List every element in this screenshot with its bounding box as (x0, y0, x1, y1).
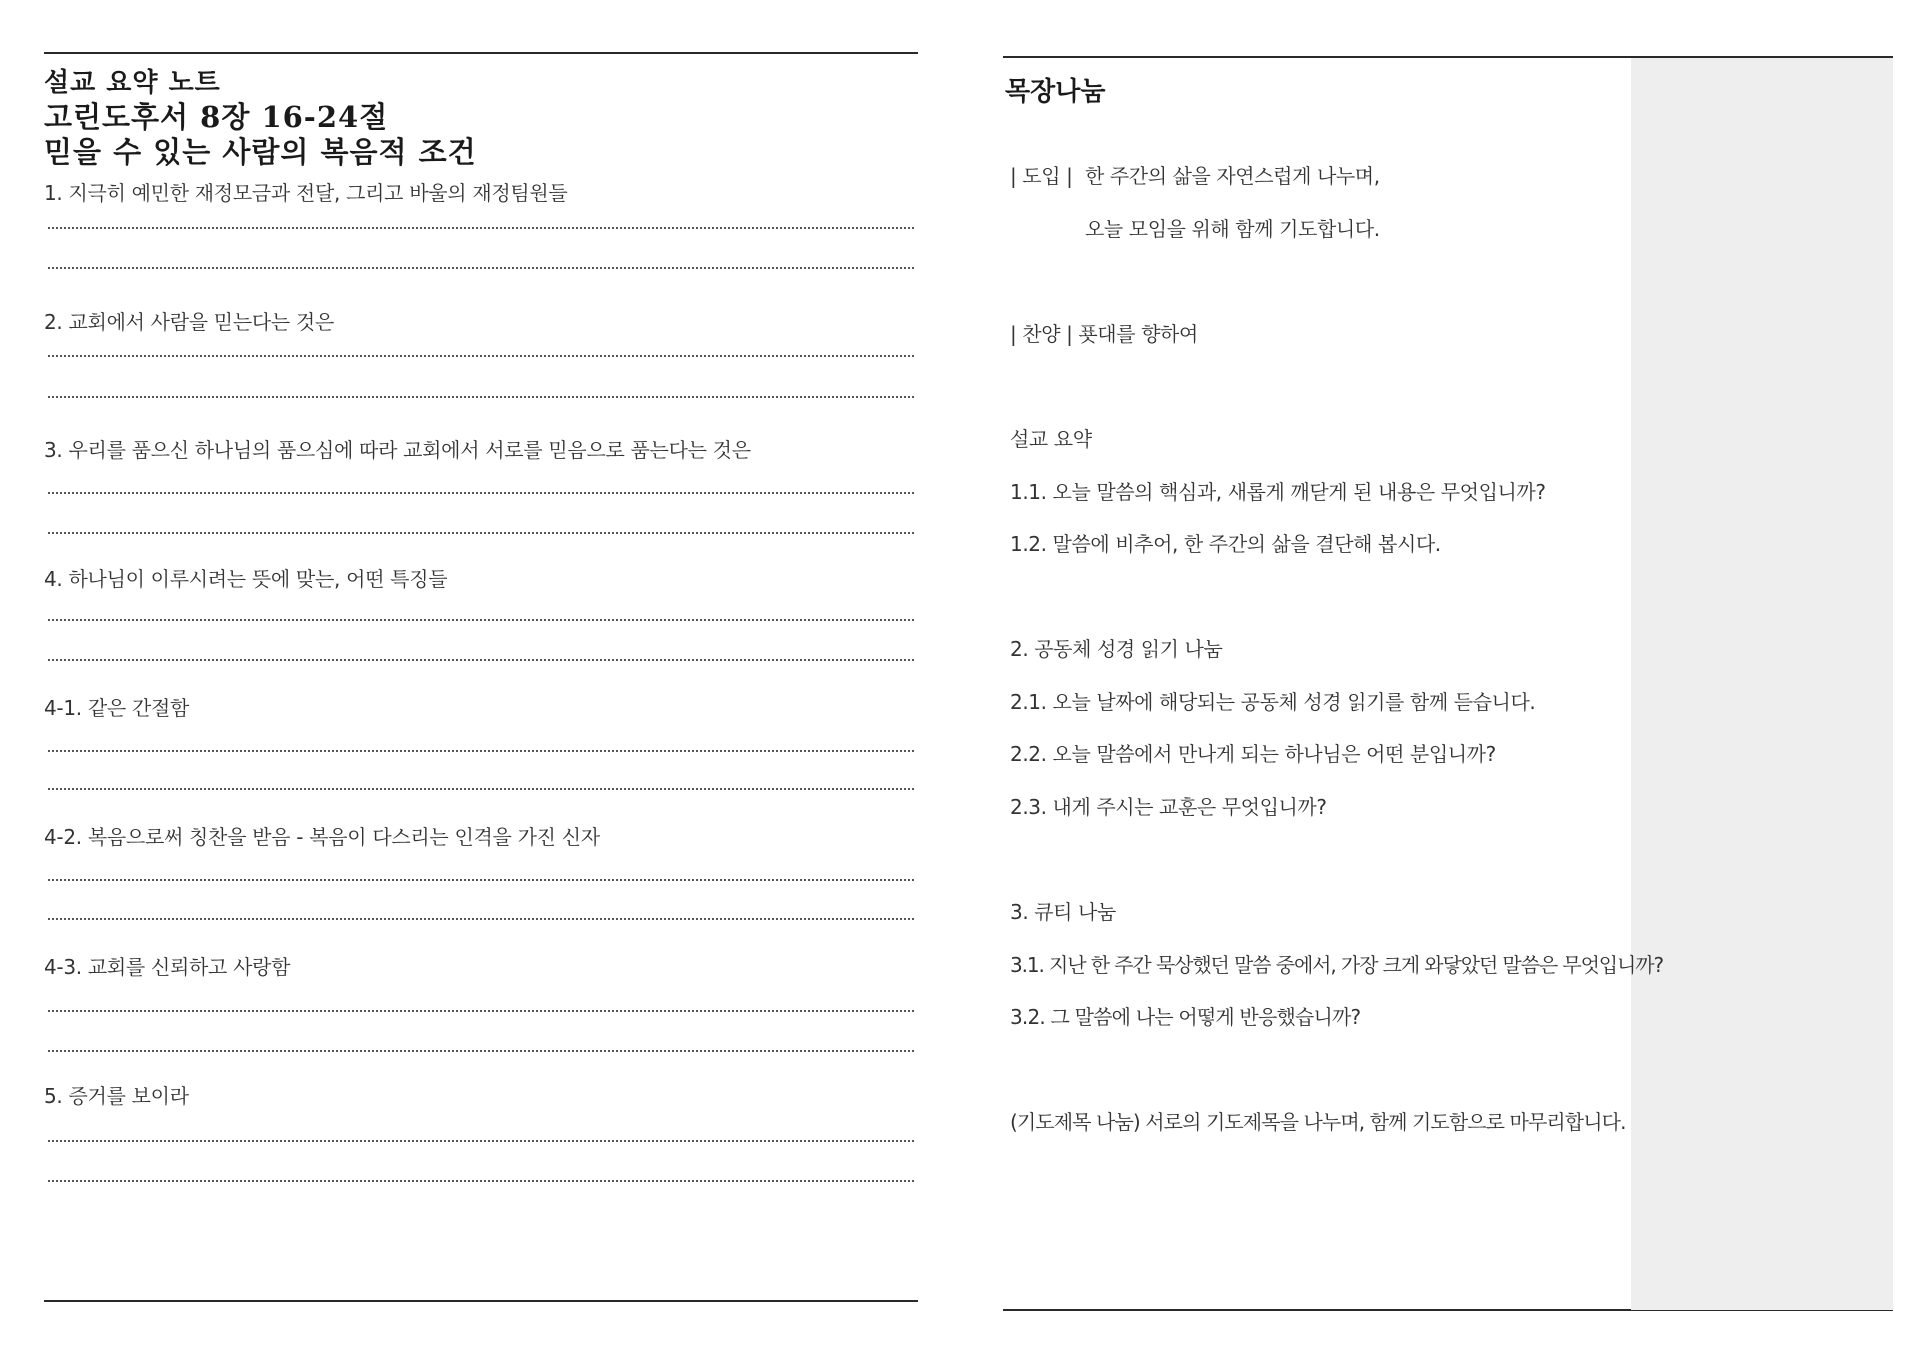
question-3-1: 3.1. 지난 한 주간 묵상했던 말씀 중에서, 가장 크게 와닿았던 말씀은 무엇입니까? (1010, 953, 1663, 977)
notes-section-title: 3. 우리를 품으신 하나님의 품으심에 따라 교회에서 서로를 믿음으로 품는다는 것은 (44, 438, 751, 462)
hymn-line: | 찬양 | 푯대를 향하여 (1010, 322, 1198, 346)
writing-line[interactable] (48, 532, 914, 534)
notes-section-4 (44, 565, 918, 593)
sermon-notes-page (44, 0, 918, 1362)
notes-section-5 (44, 1082, 918, 1110)
notes-section-2 (44, 308, 918, 336)
notes-section-title: 5. 증거를 보이라 (44, 1084, 189, 1108)
notes-section-title: 1. 지극히 예민한 재정모금과 전달, 그리고 바울의 재정팀원들 (44, 181, 568, 205)
bible-reading-heading: 2. 공동체 성경 읽기 나눔 (1010, 637, 1223, 661)
writing-line[interactable] (48, 659, 914, 661)
question-2-3: 2.3. 내게 주시는 교훈은 무엇입니까? (1010, 795, 1327, 819)
notes-section-4-3 (44, 953, 918, 981)
intro-label: | 도입 | (1010, 164, 1073, 188)
sermon-summary-heading: 설교 요약 (1010, 427, 1092, 451)
question-3-2: 3.2. 그 말씀에 나는 어떻게 반응했습니까? (1010, 1005, 1361, 1029)
notes-section-title: 4-3. 교회를 신뢰하고 사랑함 (44, 955, 291, 979)
notes-title: 설교 요약 노트 (44, 68, 221, 98)
writing-line[interactable] (48, 355, 914, 357)
question-1-1: 1.1. 오늘 말씀의 핵심과, 새롭게 깨닫게 된 내용은 무엇입니까? (1010, 480, 1546, 504)
notes-section-title: 2. 교회에서 사람을 믿는다는 것은 (44, 310, 334, 334)
question-1-2: 1.2. 말씀에 비추어, 한 주간의 삶을 결단해 봅시다. (1010, 532, 1441, 556)
notes-section-1 (44, 179, 918, 207)
writing-line[interactable] (48, 267, 914, 269)
writing-line[interactable] (48, 1010, 914, 1012)
question-2-2: 2.2. 오늘 말씀에서 만나게 되는 하나님은 어떤 분입니까? (1010, 742, 1496, 766)
writing-line[interactable] (48, 1180, 914, 1182)
notes-section-title: 4. 하나님이 이루시려는 뜻에 맞는, 어떤 특징들 (44, 567, 448, 591)
notes-section-4-1 (44, 694, 918, 722)
group-sharing-title: 목장나눔 (1005, 77, 1106, 107)
writing-line[interactable] (48, 619, 914, 621)
writing-line[interactable] (48, 1050, 914, 1052)
writing-line[interactable] (48, 879, 914, 881)
intro-line-1: 한 주간의 삶을 자연스럽게 나누며, (1085, 164, 1380, 188)
question-2-1: 2.1. 오늘 날짜에 해당되는 공동체 성경 읽기를 함께 듣습니다. (1010, 690, 1536, 714)
notes-section-3 (44, 436, 918, 464)
notes-section-title: 4-1. 같은 간절함 (44, 696, 190, 720)
writing-line[interactable] (48, 396, 914, 398)
notes-section-title: 4-2. 복음으로써 칭찬을 받음 - 복음이 다스리는 인격을 가진 신자 (44, 825, 600, 849)
qt-sharing-heading: 3. 큐티 나눔 (1010, 900, 1116, 924)
writing-line[interactable] (48, 227, 914, 229)
scripture-reference: 고린도후서 8장 16-24절 (44, 100, 389, 134)
prayer-closing: (기도제목 나눔) 서로의 기도제목을 나누며, 함께 기도함으로 마무리합니다. (1010, 1110, 1626, 1134)
writing-line[interactable] (48, 750, 914, 752)
writing-line[interactable] (48, 492, 914, 494)
intro-line-2: 오늘 모임을 위해 함께 기도합니다. (1085, 217, 1380, 241)
sermon-title: 믿을 수 있는 사람의 복음적 조건 (44, 135, 477, 169)
writing-line[interactable] (48, 918, 914, 920)
writing-line[interactable] (48, 788, 914, 790)
notes-section-4-2 (44, 823, 918, 851)
writing-line[interactable] (48, 1140, 914, 1142)
notes-margin-panel (1631, 58, 1893, 1310)
